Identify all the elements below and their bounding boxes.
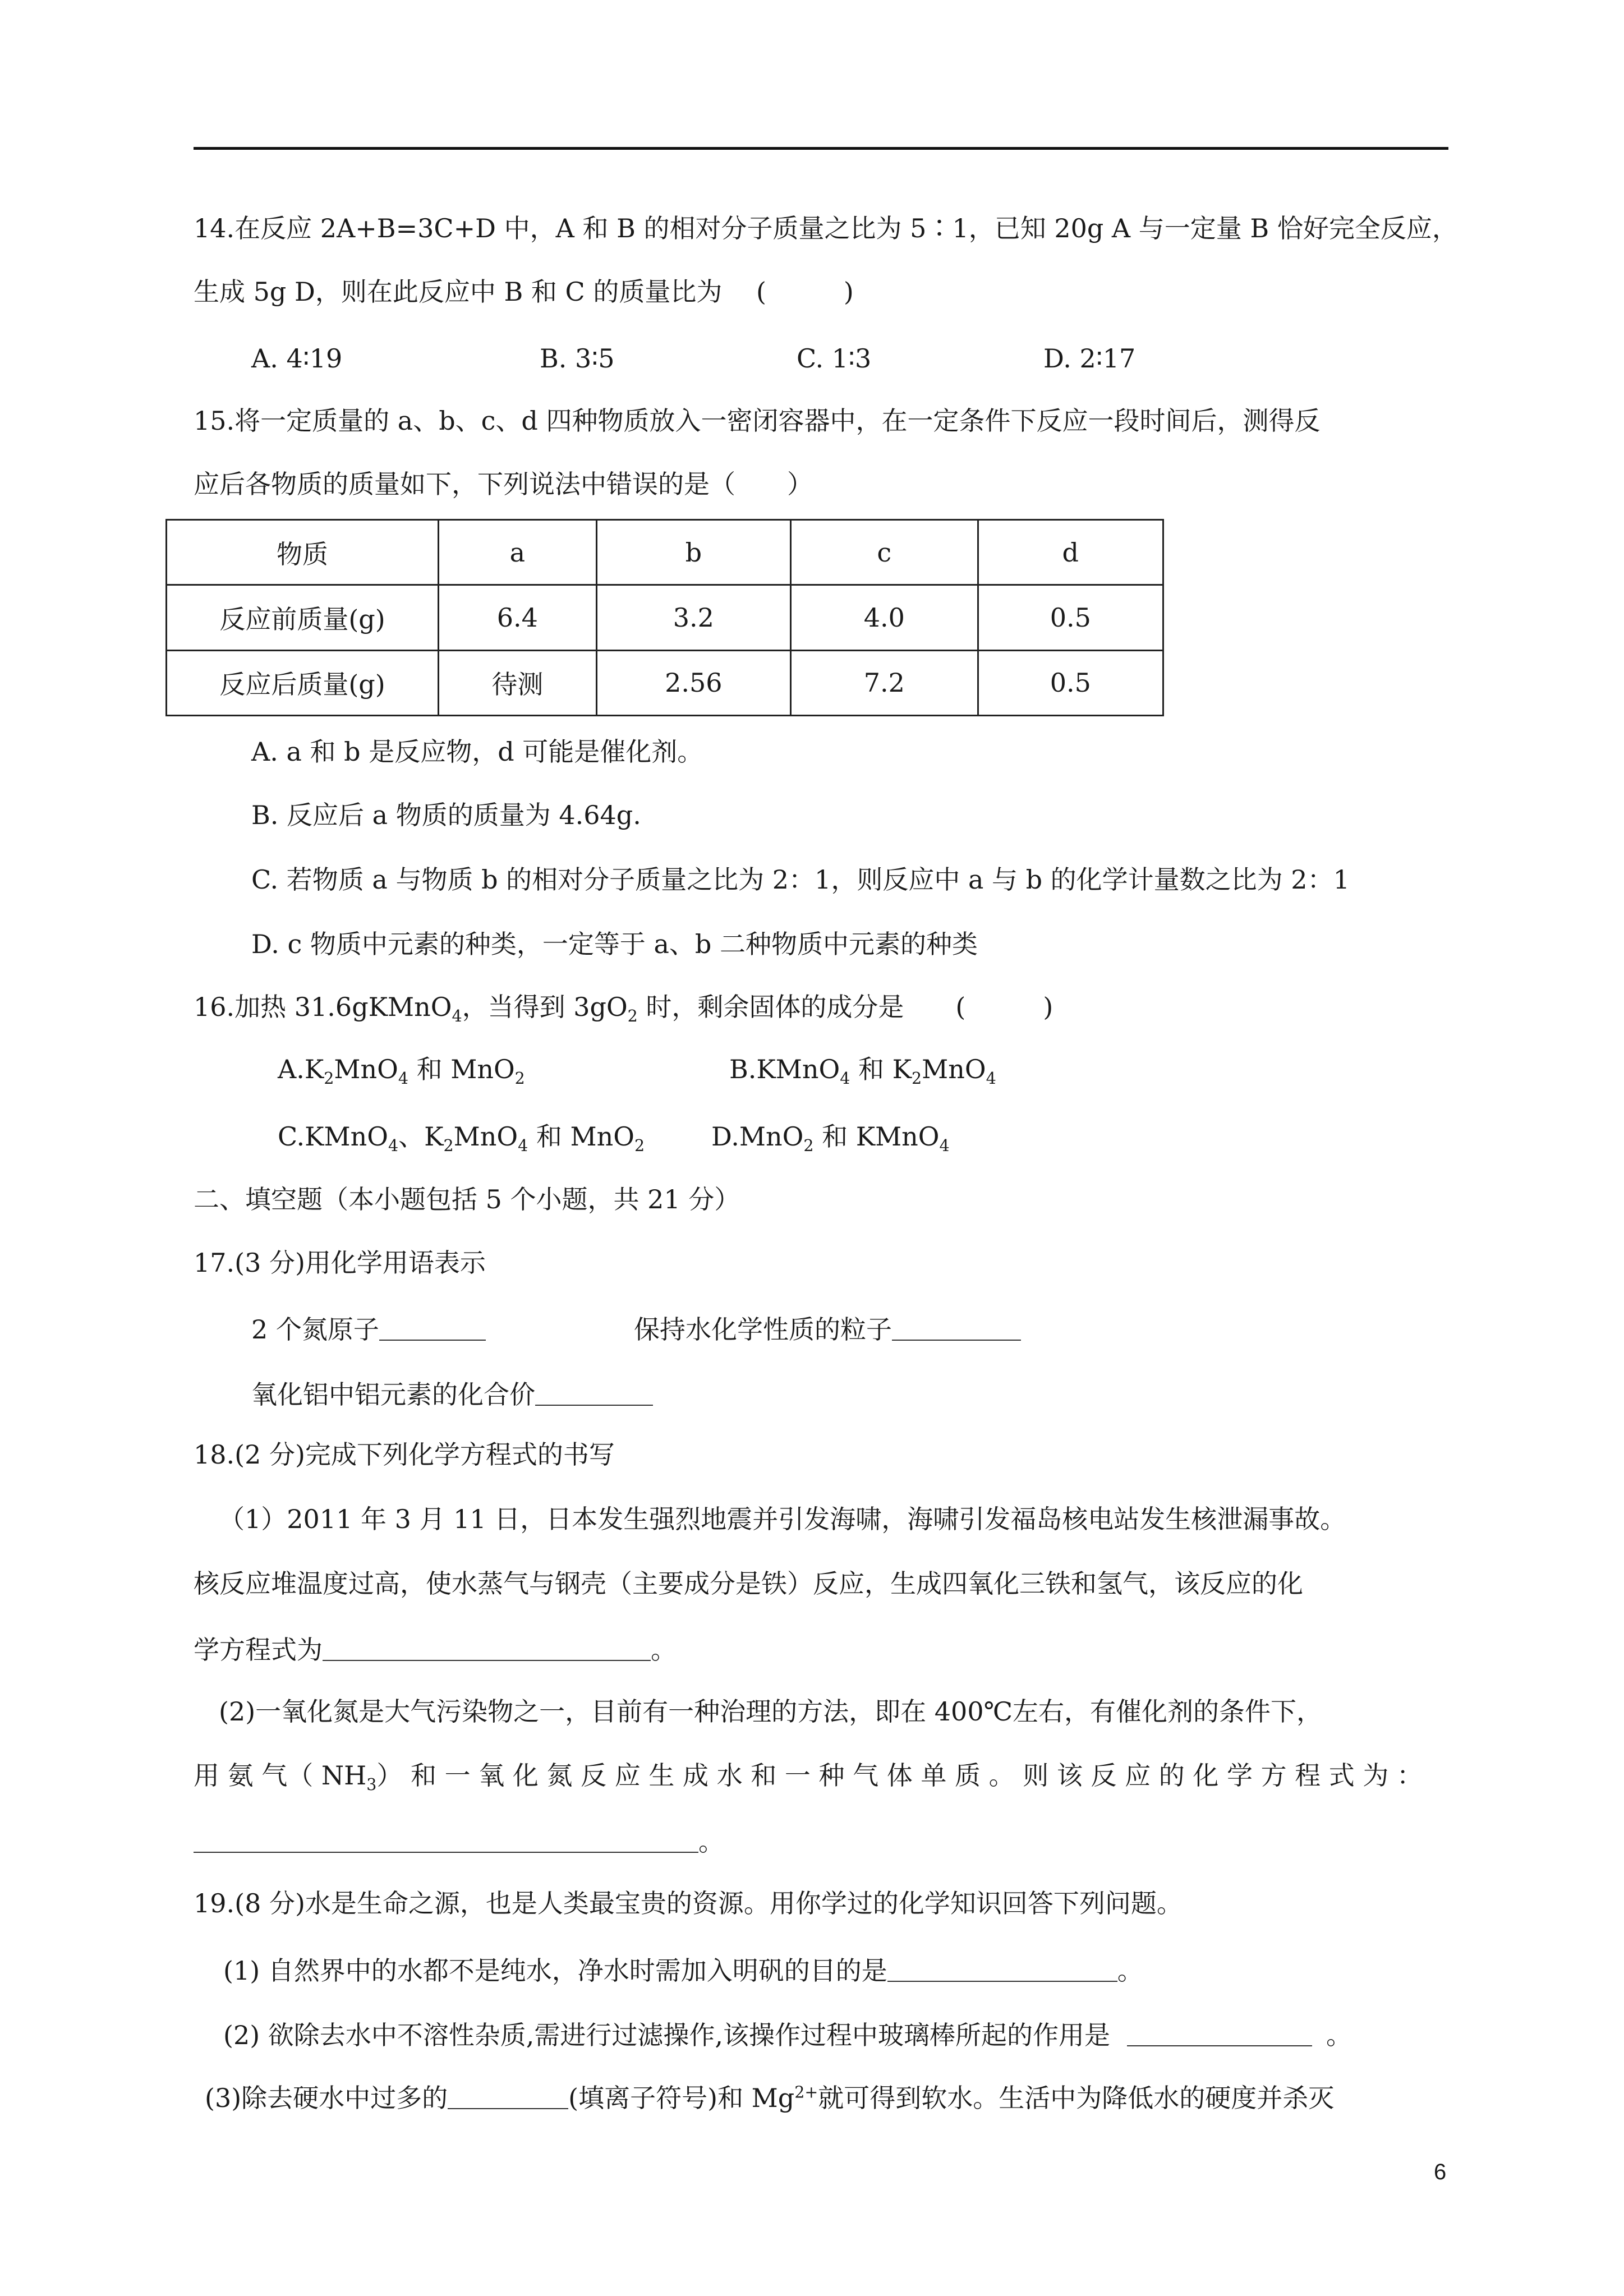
- q15-table: [165, 519, 1164, 716]
- subscript: 2: [514, 1069, 525, 1088]
- option-text: D.MnO: [711, 1121, 804, 1152]
- q19-part2: [223, 2019, 1352, 2048]
- answer-blank: [1127, 2019, 1312, 2046]
- subscript: 2: [324, 1069, 334, 1088]
- answer-blank: [535, 1379, 653, 1406]
- table-cell: 反应前质量(g): [167, 585, 439, 650]
- option-text: 和 K: [850, 1054, 912, 1084]
- table-cell: 物质: [167, 520, 439, 585]
- q16-stem-text: ，当得到 3gO: [462, 992, 628, 1022]
- table-cell: 3.2: [596, 585, 790, 650]
- q18-part1-line1: （1）2011 年 3 月 11 日，日本发生强烈地震并引发海啸，海啸引发福岛核电站发生核泄漏事故。: [219, 1504, 1346, 1534]
- option-text: B.KMnO: [729, 1054, 840, 1084]
- q17-item-text: 氧化铝中铝元素的化合价: [251, 1379, 535, 1410]
- subscript: 3: [366, 1775, 377, 1795]
- q19-text: (填离子符号)和 Mg: [568, 2083, 795, 2113]
- q16-option-d: [711, 1121, 950, 1156]
- q18-part2-line1: (2)一氧化氮是大气污染物之一，目前有一种治理的方法，即在 400℃左右，有催化剂的条件下，: [219, 1696, 1323, 1727]
- subscript: 4: [452, 1007, 462, 1026]
- q15-option-a: A. a 和 b 是反应物，d 可能是催化剂。: [251, 737, 703, 767]
- q18-text: 。: [698, 1826, 724, 1857]
- q17-stem: 17.(3 分)用化学用语表示: [194, 1248, 486, 1278]
- subscript: 4: [388, 1137, 399, 1156]
- option-text: 、K: [398, 1121, 444, 1152]
- header-rule: [194, 147, 1448, 150]
- option-text: MnO: [922, 1054, 986, 1084]
- subscript: 2: [443, 1137, 454, 1156]
- q16-option-c: [278, 1121, 645, 1156]
- q19-text: 就可得到软水。生活中为降低水的硬度并杀灭: [818, 2083, 1335, 2113]
- option-text: 和 MnO: [408, 1054, 515, 1084]
- q15-option-d: D. c 物质中元素的种类，一定等于 a、b 二种物质中元素的种类: [251, 929, 978, 959]
- q14-option-c: C. 1∶3: [797, 343, 872, 374]
- table-row: [167, 520, 1163, 585]
- subscript: 2: [627, 1007, 638, 1026]
- section-heading: 二、填空题（本小题包括 5 个小题，共 21 分）: [194, 1184, 740, 1214]
- answer-blank: [892, 1314, 1021, 1341]
- q19-stem: 19.(8 分)水是生命之源，也是人类最宝贵的资源。用你学过的化学知识回答下列问题。: [194, 1888, 1183, 1918]
- subscript: 2: [634, 1137, 645, 1156]
- q14-stem-line2: 生成 5g D，则在此反应中 B 和 C 的质量比为 ( ): [194, 277, 854, 307]
- option-text: 和 MnO: [528, 1121, 634, 1152]
- q16-stem-text: 16.加热 31.6gKMnO: [194, 992, 452, 1022]
- answer-blank: [887, 1955, 1117, 1982]
- q18-text: 。: [651, 1635, 677, 1665]
- q14-option-a: A. 4∶19: [251, 343, 343, 374]
- option-text: MnO: [334, 1054, 398, 1084]
- superscript: 2+: [794, 2083, 818, 2102]
- page-number: 6: [1434, 2160, 1447, 2184]
- table-cell: 6.4: [439, 585, 597, 650]
- table-row: [167, 650, 1163, 715]
- table-cell: 待测: [439, 650, 597, 715]
- answer-blank: [379, 1314, 486, 1341]
- table-cell: 0.5: [978, 650, 1163, 715]
- q16-stem-text: 时，剩余固体的成分是 ( ): [637, 992, 1053, 1022]
- q17-item-text: 2 个氮原子: [251, 1314, 379, 1345]
- q18-part1-line3: [194, 1634, 677, 1663]
- table-cell: 4.0: [791, 585, 978, 650]
- q17-item1: [251, 1314, 486, 1345]
- subscript: 4: [986, 1069, 996, 1088]
- table-cell: 2.56: [596, 650, 790, 715]
- table-cell: b: [596, 520, 790, 585]
- table-cell: 反应后质量(g): [167, 650, 439, 715]
- q18-part2-line2: [194, 1760, 1423, 1795]
- table-cell: 7.2: [791, 650, 978, 715]
- table-cell: 0.5: [978, 585, 1163, 650]
- q19-text: (2) 欲除去水中不溶性杂质,需进行过滤操作,该操作过程中玻璃棒所起的作用是: [223, 2020, 1111, 2050]
- q19-text: (3)除去硬水中过多的: [205, 2083, 448, 2113]
- q16-stem: [194, 994, 1053, 1025]
- q16-option-a: [278, 1056, 525, 1087]
- subscript: 2: [803, 1137, 814, 1156]
- q14-stem-line1: 14.在反应 2A+B=3C+D 中，A 和 B 的相对分子质量之比为 5∶1，已知 20g A 与一定量 B 恰好完全反应，: [194, 213, 1458, 243]
- option-text: A.K: [278, 1054, 324, 1084]
- subscript: 4: [840, 1069, 850, 1088]
- q19-text: 。: [1326, 2020, 1352, 2050]
- q19-text: (1) 自然界中的水都不是纯水，净水时需加入明矾的目的是: [223, 1955, 887, 1986]
- q18-text: 学方程式为: [194, 1635, 323, 1665]
- q19-part3: [205, 2082, 1334, 2111]
- option-text: C.KMnO: [278, 1121, 388, 1152]
- option-text: 和 KMnO: [813, 1121, 940, 1152]
- table-cell: a: [439, 520, 597, 585]
- q18-part2-line3: [194, 1826, 724, 1855]
- option-text: MnO: [453, 1121, 518, 1152]
- q18-part1-line2: 核反应堆温度过高，使水蒸气与钢壳（主要成分是铁）反应，生成四氧化三铁和氢气，该反应的化: [194, 1568, 1303, 1599]
- q14-option-d: D. 2∶17: [1043, 343, 1136, 374]
- q16-option-b: [729, 1056, 996, 1087]
- q15-option-c: C. 若物质 a 与物质 b 的相对分子质量之比为 2：1，则反应中 a 与 b 的化学计量数之比为 2：1: [251, 864, 1350, 895]
- q15-stem-line2: 应后各物质的质量如下，下列说法中错误的是（ ）: [194, 469, 813, 499]
- subscript: 2: [912, 1069, 922, 1088]
- answer-blank: [448, 2082, 568, 2109]
- table-cell: d: [978, 520, 1163, 585]
- q15-stem-line1: 15.将一定质量的 a、b、c、d 四种物质放入一密闭容器中，在一定条件下反应一段时间后，测得反: [194, 406, 1321, 436]
- q18-stem: 18.(2 分)完成下列化学方程式的书写: [194, 1439, 615, 1470]
- q19-part1: [223, 1955, 1143, 1984]
- answer-blank: [194, 1826, 698, 1853]
- subscript: 4: [939, 1137, 950, 1156]
- subscript: 4: [398, 1069, 408, 1088]
- table-row: [167, 585, 1163, 650]
- q18-text: ） 和 一 氧 化 氮 反 应 生 成 水 和 一 种 气 体 单 质 。 则 该 反 应 的 化 学 方 程 式 为 ：: [376, 1760, 1423, 1791]
- q14-option-b: B. 3∶5: [540, 343, 615, 374]
- subscript: 4: [518, 1137, 528, 1156]
- table-cell: c: [791, 520, 978, 585]
- q15-option-b: B. 反应后 a 物质的质量为 4.64g.: [251, 800, 641, 830]
- answer-blank: [323, 1634, 651, 1661]
- q19-text: 。: [1117, 1955, 1143, 1986]
- q17-item-text: 保持水化学性质的粒子: [634, 1314, 892, 1345]
- q17-item2: [634, 1314, 1021, 1345]
- q18-text: 用 氨 气（ NH: [194, 1760, 367, 1791]
- q17-item3: [251, 1379, 653, 1410]
